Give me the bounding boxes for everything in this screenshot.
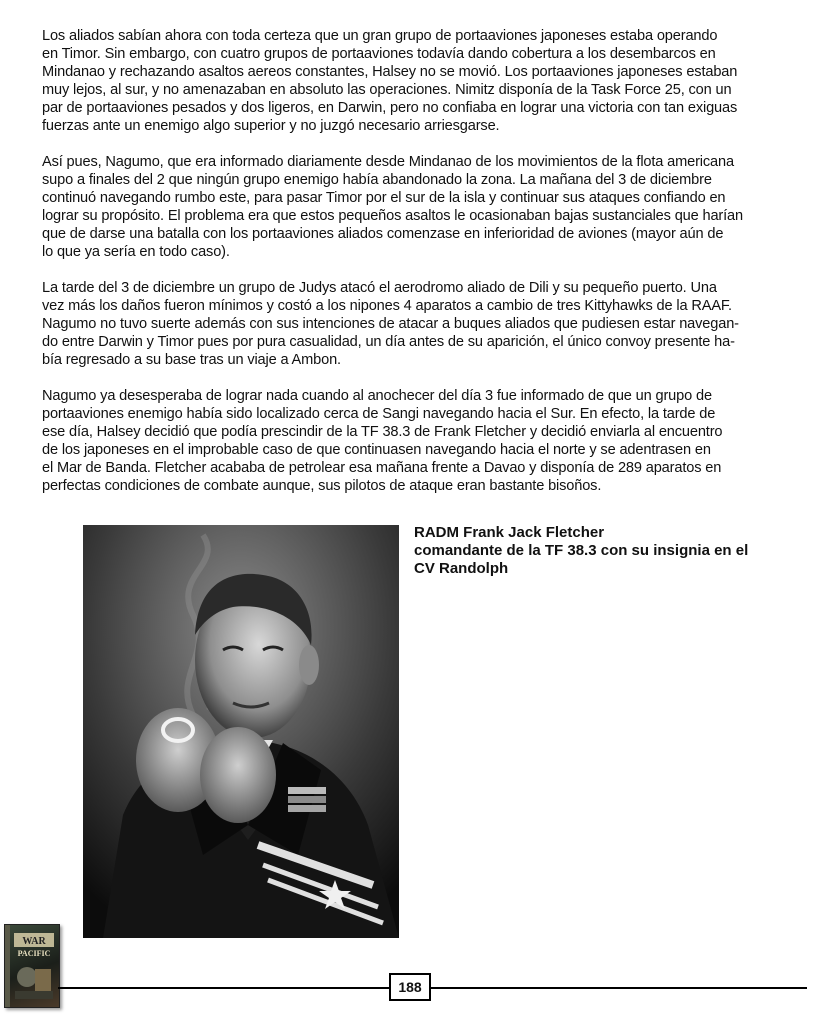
line: ese día, Halsey decidió que podía prescindir de la TF 38.3 de Frank Fletcher y decidió enviarla al encuentro	[42, 424, 723, 440]
portrait-illustration	[83, 525, 399, 938]
line: Así pues, Nagumo, que era informado diariamente desde Mindanao de los movimientos de la flota americana	[42, 154, 734, 170]
line: Los aliados sabían ahora con toda certeza que un gran grupo de portaaviones japoneses estaba operando	[42, 28, 718, 44]
line: perfectas condiciones de combate aunque, sus pilotos de ataque eran bastante bisoños.	[42, 478, 602, 494]
footer-rule-left	[58, 987, 389, 989]
line: vez más los daños fueron mínimos y costó a los nipones 4 aparatos a cambio de tres Kittyhawks de la RAAF.	[42, 298, 732, 314]
line: La tarde del 3 de diciembre un grupo de Judys atacó el aerodromo aliado de Dili y su pequeño puerto. Una	[42, 280, 717, 296]
game-box-art	[5, 925, 59, 1007]
line: lograr su propósito. El problema era que estos pequeños asaltos le ocasionaban bajas sustanciales que harían	[42, 208, 743, 224]
caption-line: comandante de la TF 38.3 con su insignia en el	[414, 542, 749, 559]
line: par de portaaviones pesados y dos ligeros, en Darwin, pero no confiaba en lograr una victoria con tan exiguas	[42, 100, 738, 116]
page-number: 188	[389, 973, 431, 1001]
article-body	[42, 27, 790, 513]
paragraph-1	[42, 27, 790, 135]
caption-line: CV Randolph	[414, 560, 509, 577]
paragraph-4	[42, 387, 790, 495]
portrait-photo	[83, 525, 399, 938]
paragraph-2	[42, 153, 790, 261]
line: Nagumo ya desesperaba de lograr nada cuando al anochecer del día 3 fue informado de que un grupo de	[42, 388, 712, 404]
line: continuó navegando rumbo este, para pasar Timor por el sur de la isla y continuar sus ataques confiando en	[42, 190, 726, 206]
caption-line: RADM Frank Jack Fletcher	[414, 524, 605, 541]
paragraph-3	[42, 279, 790, 369]
line: bía regresado a su base tras un viaje a Ambon.	[42, 352, 341, 368]
line: Mindanao y rechazando asaltos aereos constantes, Halsey no se movió. Los portaaviones japoneses estaban	[42, 64, 738, 80]
svg-text:PACIFIC: PACIFIC	[17, 949, 51, 958]
line: el Mar de Banda. Fletcher acababa de petrolear esa mañana frente a Davao y disponía de 289 aparatos en	[42, 460, 722, 476]
photo-caption	[414, 524, 794, 578]
line: en Timor. Sin embargo, con cuatro grupos de portaaviones todavía dando cobertura a los desembarcos en	[42, 46, 716, 62]
line: Nagumo no tuvo suerte además con sus intenciones de atacar a buques aliados que pudiesen estar navegan-	[42, 316, 739, 332]
line: fuerzas ante un enemigo algo superior y no juzgó necesario arriesgarse.	[42, 118, 500, 134]
line: do entre Darwin y Timor pues por pura casualidad, un día antes de su aparición, el único convoy presente ha-	[42, 334, 735, 350]
line: que de darse una batalla con los portaaviones aliados comenzase en inferioridad de aviones (mayor aún de	[42, 226, 724, 242]
line: supo a finales del 2 que ningún grupo enemigo había abandonado la zona. La mañana del 3 de diciembre	[42, 172, 712, 188]
footer-rule-right	[431, 987, 807, 989]
line: portaaviones enemigo había sido localizado cerca de Sangi navegando hacia el Sur. En efecto, la tarde de	[42, 406, 716, 422]
game-box-spine	[5, 925, 10, 1007]
line: de los japoneses en el improbable caso de que continuasen navegando hacia el norte y se adentrasen en	[42, 442, 711, 458]
game-box-logo	[4, 924, 60, 1008]
line: lo que ya sería en todo caso).	[42, 244, 230, 260]
svg-text:WAR: WAR	[22, 936, 46, 947]
line: muy lejos, al sur, y no amenazaban en absoluto las operaciones. Nimitz disponía de la Task Force 25, con un	[42, 82, 732, 98]
